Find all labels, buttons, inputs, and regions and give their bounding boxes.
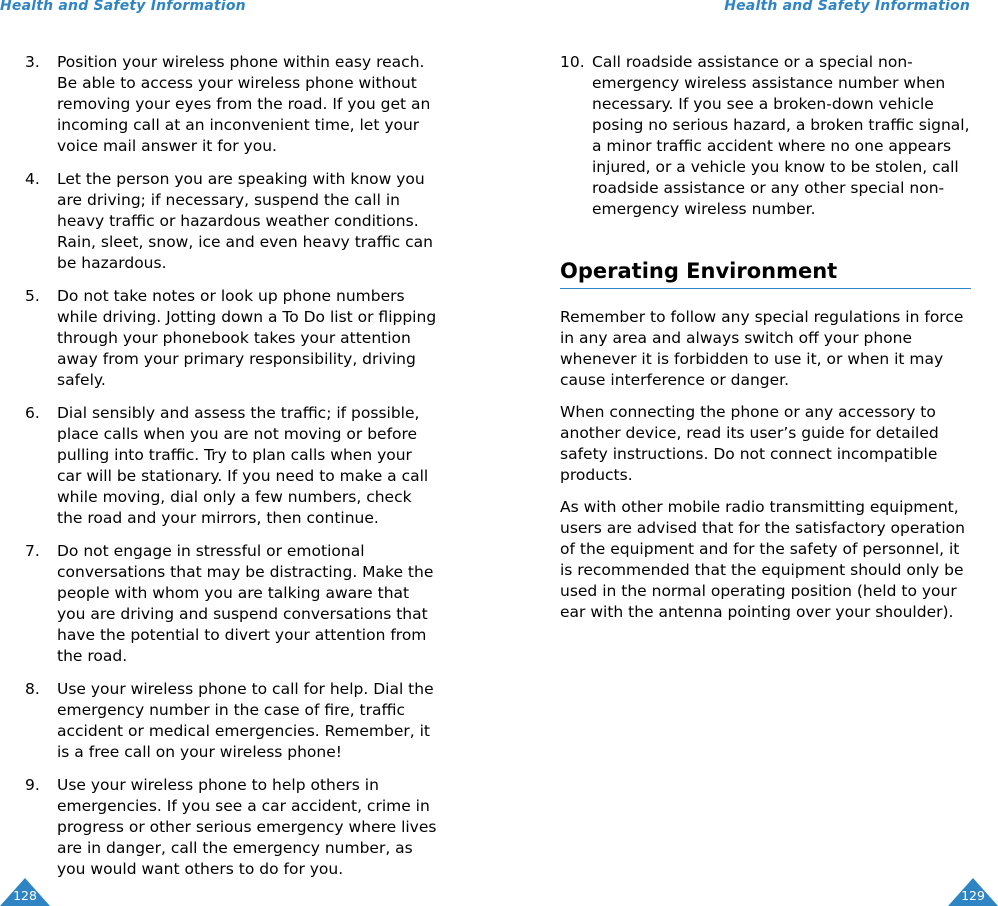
item-text: Position your wireless phone within easy reach. Be able to access your wireless phone without removing your eyes from the road. If you get an incoming call at an inconvenient time, let your voice mail answer it for you. (57, 53, 431, 155)
item-text: Use your wireless phone to call for help. Dial the emergency number in the case of fire, traffic accident or medical emergencies. Remember, it is a free call on your wireless phone! (57, 680, 434, 761)
item-text: Do not take notes or look up phone numbers while driving. Jotting down a To Do list or flipping through your phonebook takes your attention away from your primary responsibility, driving safely. (57, 287, 437, 389)
section-title: Operating Environment (560, 257, 971, 289)
item-text: Use your wireless phone to help others in emergencies. If you see a car accident, crime in progress or other serious emergency where lives are in danger, call the emergency number, as you would want others to do for you. (57, 776, 437, 878)
item-text: Dial sensibly and assess the traffic; if possible, place calls when you are not moving or before pulling into traffic. Try to plan calls when your car will be stationary. If you need to make a call while moving, dial only a few numbers, check the road and your mirrors, then continue. (57, 404, 429, 527)
item-number: 4. (25, 170, 40, 188)
item-number: 3. (25, 53, 40, 71)
list-item (25, 403, 437, 529)
item-text: Do not engage in stressful or emotional conversations that may be distracting. Make the people with whom you are talking aware that you are driving and suspend conversations that have the potential to divert your attention from the road. (57, 542, 434, 665)
item-text: Call roadside assistance or a special non-emergency wireless assistance number when necessary. If you see a broken-down vehicle posing no serious hazard, a broken traffic signal, a minor traffic accident where no one appears injured, or a vehicle you know to be stolen, call roadside assistance or any other special non-emergency wireless number. (592, 53, 970, 218)
item-number: 6. (25, 404, 40, 422)
page-number: 129 (961, 888, 985, 903)
page-number-tab-right (948, 878, 998, 906)
paragraph: When connecting the phone or any accessory to another device, read its user’s guide for detailed safety instructions. Do not connect incompatible products. (560, 403, 939, 484)
list-item (25, 52, 437, 157)
list-item (25, 541, 437, 667)
item-number: 10. (560, 53, 585, 71)
item-number: 5. (25, 287, 40, 305)
section-body (560, 307, 972, 634)
item-number: 8. (25, 680, 40, 698)
paragraph: Remember to follow any special regulations in force in any area and always switch off your phone whenever it is forbidden to use it, or when it may cause interference or danger. (560, 308, 964, 389)
item-text: Let the person you are speaking with know you are driving; if necessary, suspend the call in heavy traffic or hazardous weather conditions. Rain, sleet, snow, ice and even heavy traffic can be hazardous. (57, 170, 433, 272)
item-number: 9. (25, 776, 40, 794)
left-page-list (25, 52, 437, 892)
page-number: 128 (13, 888, 37, 903)
paragraph: As with other mobile radio transmitting equipment, users are advised that for the satisfactory operation of the equipment and for the safety of personnel, it is recommended that the equipment should only be used in the normal operating position (held to your ear with the antenna pointing over your shoulder). (560, 498, 965, 621)
page-number-tab-left (0, 878, 50, 906)
list-item (560, 52, 972, 220)
running-header-right: Health and Safety Information (724, 0, 970, 14)
list-item (25, 286, 437, 391)
list-item (25, 679, 437, 763)
right-page-list (560, 52, 972, 232)
list-item (25, 775, 437, 880)
item-number: 7. (25, 542, 40, 560)
running-header-left: Health and Safety Information (0, 0, 246, 14)
list-item (25, 169, 437, 274)
